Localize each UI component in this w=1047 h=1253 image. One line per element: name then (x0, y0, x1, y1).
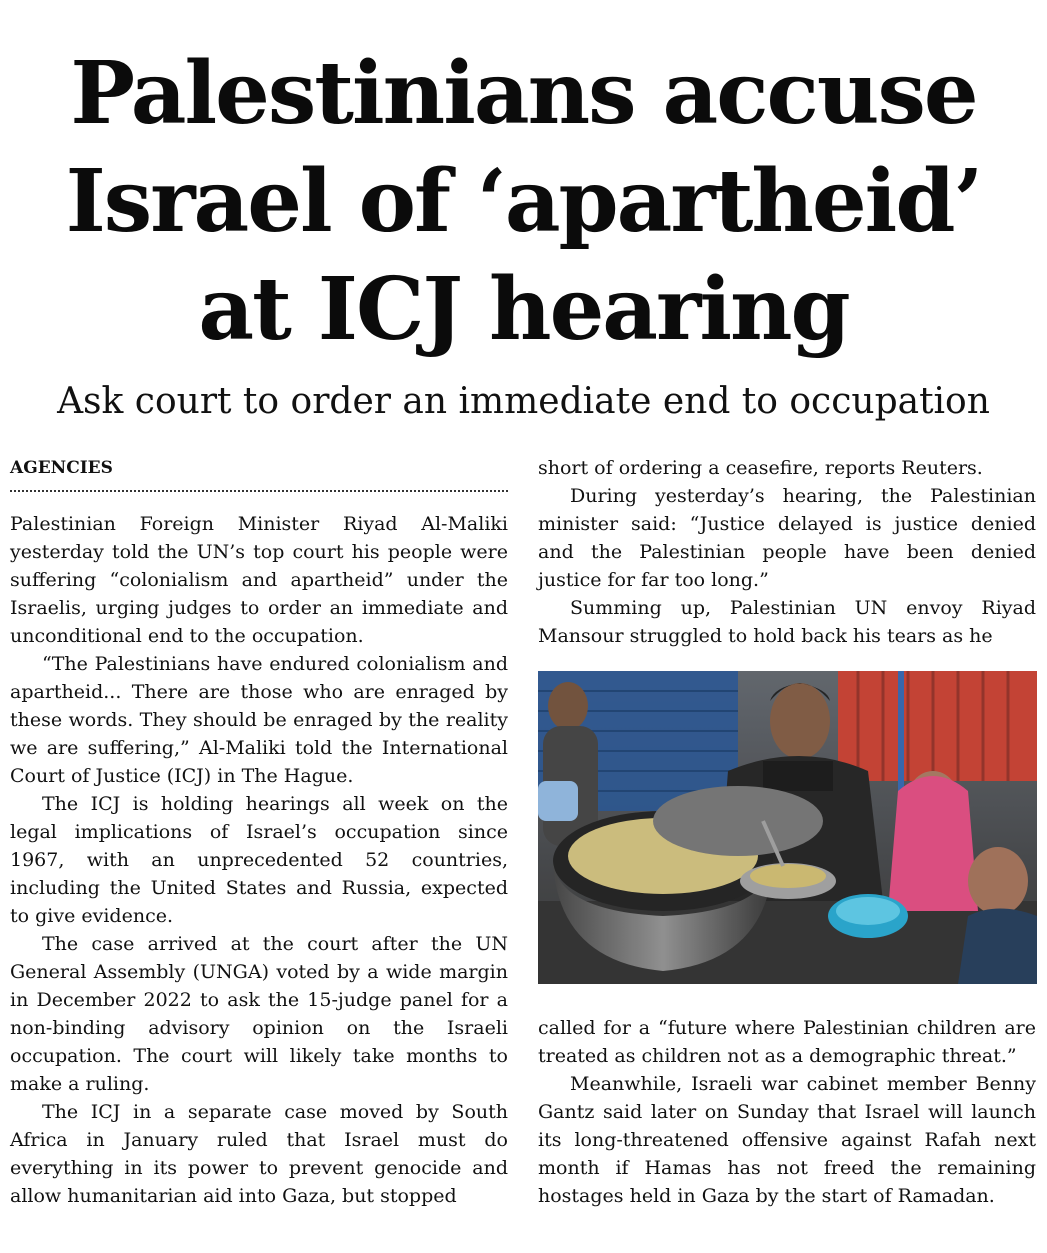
article-column-2-top (538, 454, 1036, 650)
subheadline: Ask court to order an immediate end to occupation (57, 381, 990, 422)
headline-line-1: Palestinians accuse (70, 43, 977, 144)
article-column-2-bottom (538, 1014, 1036, 1210)
article-column-1 (10, 510, 508, 1210)
paragraph: Summing up, Palestinian UN envoy Riyad Mansour struggled to hold back his tears as he (538, 597, 1036, 647)
paragraph: The case arrived at the court after the UN General Assembly (UNGA) voted by a wide margin in December 2022 to ask the 15-judge panel for a non-binding advisory opinion on the Israeli occupation. The court will likely take months to make a ruling. (10, 933, 508, 1095)
paragraph: short of ordering a ceasefire, reports Reuters. (538, 457, 983, 479)
paragraph: “The Palestinians have endured colonialism and apartheid... There are those who are enraged by these words. They should be enraged by the reality we are suffering,” Al-Maliki told the International Court of Justice (ICJ) in The Hague. (10, 653, 508, 787)
news-photo (538, 671, 1037, 984)
paragraph: called for a “future where Palestinian children are treated as children not as a demographic threat.” (538, 1017, 1036, 1067)
paragraph: The ICJ in a separate case moved by South Africa in January ruled that Israel must do everything in its power to prevent genocide and allow humanitarian aid into Gaza, but stopped (10, 1101, 508, 1207)
byline: AGENCIES (10, 458, 113, 478)
paragraph: The ICJ is holding hearings all week on the legal implications of Israel’s occupation since 1967, with an unprecedented 52 countries, including the United States and Russia, expected to give evidence. (10, 793, 508, 927)
headline-line-3: at ICJ hearing (198, 259, 849, 360)
paragraph: Meanwhile, Israeli war cabinet member Benny Gantz said later on Sunday that Israel will launch its long-threatened offensive against Rafah next month if Hamas has not freed the remaining hostages held in Gaza by the start of Ramadan. (538, 1073, 1036, 1207)
headline-line-2: Israel of ‘apartheid’ (65, 151, 982, 252)
byline-divider (10, 490, 508, 492)
paragraph: Palestinian Foreign Minister Riyad Al-Maliki yesterday told the UN’s top court his people were suffering “colonialism and apartheid” under the Israelis, urging judges to order an immediate and unconditional end to the occupation. (10, 513, 508, 647)
paragraph: During yesterday’s hearing, the Palestinian minister said: “Justice delayed is justice denied and the Palestinian people have been denied justice for far too long.” (538, 485, 1036, 591)
